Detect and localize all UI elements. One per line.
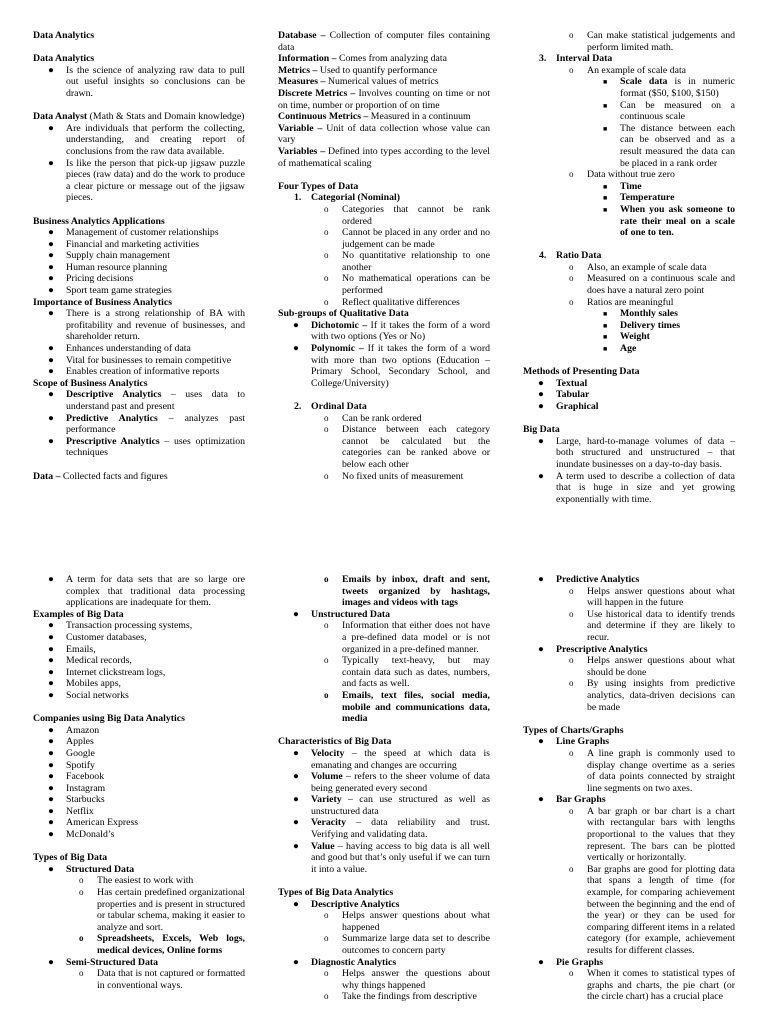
list-item: o No fixed units of measurement: [324, 470, 464, 482]
list-item: o Can make statistical judgements and perform limited math.: [569, 30, 735, 53]
definition: Metrics – Used to quantify performance: [278, 64, 438, 76]
list-item: o Measured on a continuous scale and does have a natural zero point: [569, 273, 735, 297]
charts-types-heading: Types of Charts/Graphs: [523, 724, 624, 736]
list-item: o Categories that cannot be rank ordered: [324, 203, 490, 227]
list-item: o The easiest to work with: [79, 875, 194, 887]
list-item: ● Veracity – data reliability and trust. Verifying and validating data.: [293, 817, 490, 841]
list-item: ● Management of customer relationships: [48, 227, 219, 239]
prescriptive-analytics-heading: ● Prescriptive Analytics: [538, 643, 648, 655]
list-item: ● Spotify: [48, 759, 95, 771]
list-item: o Reflect qualitative differences: [324, 296, 460, 308]
list-item: o A line graph is commonly used to display change overtime as a series of data points connected by straight line segments on two axes.: [569, 747, 735, 794]
definition: Variable – Unit of data collection whose value can vary: [278, 122, 490, 146]
list-item: ■ Temperature: [603, 192, 675, 204]
list-item: ● Is like the person that pick-up jigsaw puzzle pieces (raw data) and do the work to produce a clear picture or message out of the jigsaw pieces.: [48, 157, 245, 204]
list-item: ● Descriptive Analytics – uses data to understand past and present: [48, 389, 245, 412]
list-item: ● Netflix: [48, 805, 94, 817]
list-item: o Data without true zero: [569, 169, 675, 181]
list-item: ● Customer databases,: [48, 631, 147, 643]
list-item: ● Vital for businesses to remain competitive: [48, 354, 232, 366]
examples-heading: Examples of Big Data: [33, 608, 124, 620]
list-item: ■ Time: [603, 180, 642, 192]
list-item: ● Is the science of analyzing raw data to pull out useful insights so conclusions can be drawn.: [48, 64, 245, 99]
list-item: o Ratios are meaningful: [569, 296, 674, 308]
four-types-heading: Four Types of Data: [278, 180, 359, 192]
list-item: ● American Express: [48, 817, 139, 829]
big-data-analytics-types-heading: Types of Big Data Analytics: [278, 887, 394, 899]
list-item: o Also, an example of scale data: [569, 261, 707, 273]
data-definition: Data – Collected facts and figures: [33, 470, 168, 482]
big-data-heading: Big Data: [523, 424, 560, 436]
list-item: ● Are individuals that perform the collecting, understanding, and creating report of conclusions from the raw data available.: [48, 122, 245, 157]
list-item: ● Graphical: [538, 401, 599, 412]
list-item: ● Internet clickstream logs,: [48, 666, 166, 678]
list-item: ■ Age: [603, 343, 637, 355]
list-item: o Data that is not captured or formatted in conventional ways.: [79, 968, 245, 991]
definition: Information – Comes from analyzing data: [278, 53, 447, 65]
page1-column-1: [33, 30, 245, 482]
definition: Continuous Metrics – Measured in a continuum: [278, 111, 471, 123]
list-item: ● Pricing decisions: [48, 273, 134, 285]
definition: Discrete Metrics – Involves counting on time or not on time, number or proportion of on time: [278, 87, 490, 111]
ordinal-heading: 2. Ordinal Data: [294, 401, 367, 412]
page-1: [0, 30, 768, 530]
list-item: ● Starbucks: [48, 794, 105, 806]
data-analyst-heading: Data Analyst (Math & Stats and Domain knowledge): [33, 111, 245, 123]
list-item: ■ When you ask someone to rate their meal on a scale of one to ten.: [603, 203, 735, 239]
list-item: ● Instagram: [48, 782, 106, 794]
list-item: ● Medical records,: [48, 655, 132, 667]
list-item: ● Transaction processing systems,: [48, 620, 193, 632]
list-item: ● Velocity – the speed at which data is emanating and changes are occurring: [293, 747, 490, 771]
list-item: o Helps answer questions about what will happen in the future: [569, 585, 735, 609]
page1-column-2: [278, 30, 490, 482]
list-item: o Has certain predefined organizational properties and is present in structured or tabular schema, making it easier to analyze and sort.: [79, 887, 245, 933]
list-item: o Typically text-heavy, but may contain data such as dates, numbers, and facts as well.: [324, 655, 490, 690]
descriptive-analytics-heading: ● Descriptive Analytics: [293, 898, 400, 910]
structured-data-heading: ● Structured Data: [48, 863, 135, 875]
list-item: o Information that either does not have a pre-defined data model or is not organized in a pre-defined manner.: [324, 620, 490, 655]
list-item: o Use historical data to identify trends and determine if they are likely to recur.: [569, 608, 735, 643]
list-item: ● Value – having access to big data is all well and good but that’s only useful if we can turn it into a value.: [293, 840, 490, 875]
list-item: ■ Delivery times: [603, 319, 681, 331]
subgroups-heading: Sub-groups of Qualitative Data: [278, 308, 409, 320]
list-item: ● Variety – can use structured as well as unstructured data: [293, 794, 490, 817]
list-item: ● A term for data sets that are so large ore complex that traditional data processing applications are inadequate for them.: [48, 574, 245, 609]
predictive-analytics-heading: ● Predictive Analytics: [538, 574, 640, 585]
list-item: ■ The distance between each can be observed and as a result measured the data can be placed in a rank order: [603, 122, 735, 169]
categorial-heading: 1. Categorial (Nominal): [294, 192, 400, 204]
list-item: o No quantitative relationship to one another: [324, 250, 490, 273]
interval-heading: 3. Interval Data: [539, 53, 613, 65]
list-item: o An example of scale data: [569, 64, 687, 76]
business-analytics-applications-heading: Business Analytics Applications: [33, 215, 165, 227]
list-item: ● Financial and marketing activities: [48, 238, 200, 250]
definition: Variables – Defined into types according to the level of mathematical scaling: [278, 145, 490, 169]
page2-column-1: [33, 574, 245, 991]
types-of-big-data-heading: Types of Big Data: [33, 852, 108, 864]
bar-graphs-heading: ● Bar Graphs: [538, 794, 606, 806]
data-analytics-heading: Data Analytics: [33, 53, 95, 65]
list-item: ● Apples: [48, 736, 94, 748]
list-item: ● Sport team game strategies: [48, 285, 172, 297]
list-item: ● Polynomic – If it takes the form of a word with more than two options (Education – Primary School, Secondary School, and College/University): [293, 343, 490, 389]
list-item: ● Prescriptive Analytics – uses optimization techniques: [48, 435, 246, 459]
list-item: ● Tabular: [538, 389, 590, 401]
list-item: ● Dichotomic – If it takes the form of a word with two options (Yes or No): [293, 319, 490, 343]
semi-structured-heading: ● Semi-Structured Data: [48, 956, 159, 968]
list-item: ■ Can be measured on a continuous scale: [603, 99, 735, 123]
importance-heading: Importance of Business Analytics: [33, 296, 173, 308]
list-item: o No mathematical operations can be performed: [324, 273, 490, 297]
list-item: ● Emails,: [48, 643, 96, 655]
page-title: Data Analytics: [33, 30, 95, 41]
list-item: o When it comes to statistical types of graphs and charts, the pie chart (or the circle chart) has a crucial place: [569, 968, 735, 1003]
list-item: ● Amazon: [48, 724, 100, 736]
list-item: ● Google: [48, 747, 95, 759]
definition: Database – Collection of computer files containing data: [278, 30, 490, 53]
list-item: ● Supply chain management: [48, 250, 170, 262]
page2-column-2: [278, 574, 490, 1003]
characteristics-heading: Characteristics of Big Data: [278, 736, 392, 748]
page2-column-3: [523, 574, 735, 1003]
list-item: o Take the findings from descriptive: [324, 991, 477, 1003]
list-item: o Emails, text files, social media, mobile and communications data, media: [324, 689, 490, 725]
list-item: o By using insights from predictive analytics, data-driven decisions can be made: [569, 678, 735, 713]
list-item: ● Facebook: [48, 771, 105, 783]
scope-heading: Scope of Business Analytics: [33, 377, 148, 389]
list-item: ● Mobiles apps,: [48, 678, 121, 690]
list-item: o Helps answer questions about what happened: [324, 910, 490, 933]
definition: Measures – Numerical values of metrics: [278, 76, 439, 88]
page-2: [0, 574, 768, 1024]
list-item: ● There is a strong relationship of BA with profitability and revenue of businesses, and shareholder return.: [48, 308, 245, 343]
list-item: ● A term used to describe a collection of data that is huge in size and yet growing exponentially with time.: [538, 470, 735, 505]
list-item: o A bar graph or bar chart is a chart with rectangular bars with lengths proportional to the values that they represent. The bars can be plotted vertically or horizontally.: [569, 805, 735, 864]
methods-heading: Methods of Presenting Data: [523, 366, 640, 378]
list-item: o Spreadsheets, Excels, Web logs, medical devices, Online forms: [79, 933, 245, 956]
list-item: o Helps answer questions about what should be done: [569, 655, 735, 678]
unstructured-data-heading: ● Unstructured Data: [293, 608, 391, 620]
list-item: o Can be rank ordered: [324, 412, 422, 424]
list-item: ● Large, hard-to-manage volumes of data – both structured and unstructured – that inundate businesses on a day-to-day basis.: [538, 435, 735, 470]
list-item: ● Predictive Analytics – analyzes past performance: [48, 412, 245, 436]
list-item: ● Enables creation of informative reports: [48, 366, 220, 378]
list-item: ● Volume – refers to the sheer volume of data being generated every second: [293, 771, 490, 794]
list-item: o Summarize large data set to describe outcomes to concern party: [324, 933, 490, 956]
companies-heading: Companies using Big Data Analytics: [33, 713, 185, 725]
list-item: ● Enhances understanding of data: [48, 343, 191, 355]
list-item: o Cannot be placed in any order and no judgement can be made: [324, 227, 490, 250]
list-item: ● Social networks: [48, 689, 129, 701]
list-item: ■ Monthly sales: [603, 308, 678, 320]
list-item: ● Human resource planning: [48, 261, 168, 273]
ratio-heading: 4. Ratio Data: [539, 250, 602, 262]
list-item: ■ Scale data is in numeric format ($50, $100, $150): [603, 76, 735, 99]
diagnostic-analytics-heading: ● Diagnostic Analytics: [293, 956, 397, 968]
page1-column-3: [523, 30, 735, 505]
list-item: ● Textual: [538, 377, 588, 389]
list-item: o Emails by inbox, draft and sent, tweets organized by hashtags, images and videos with tags: [324, 574, 490, 609]
pie-graphs-heading: ● Pie Graphs: [538, 956, 604, 968]
list-item: o Distance between each category cannot be calculated but the categories can be ranked above or below each other: [324, 424, 490, 470]
list-item: o Bar graphs are good for plotting data that spans a length of time (for example, for comparing achievement between the beginning and the end of the year) or they can be used for comparing different items in a related category (for example, achievement results for different classes.: [569, 863, 735, 956]
list-item: ■ Weight: [603, 331, 650, 343]
list-item: o Helps answer the questions about why things happened: [324, 968, 490, 991]
line-graphs-heading: ● Line Graphs: [538, 736, 610, 748]
list-item: ● McDonald’s: [48, 829, 115, 841]
